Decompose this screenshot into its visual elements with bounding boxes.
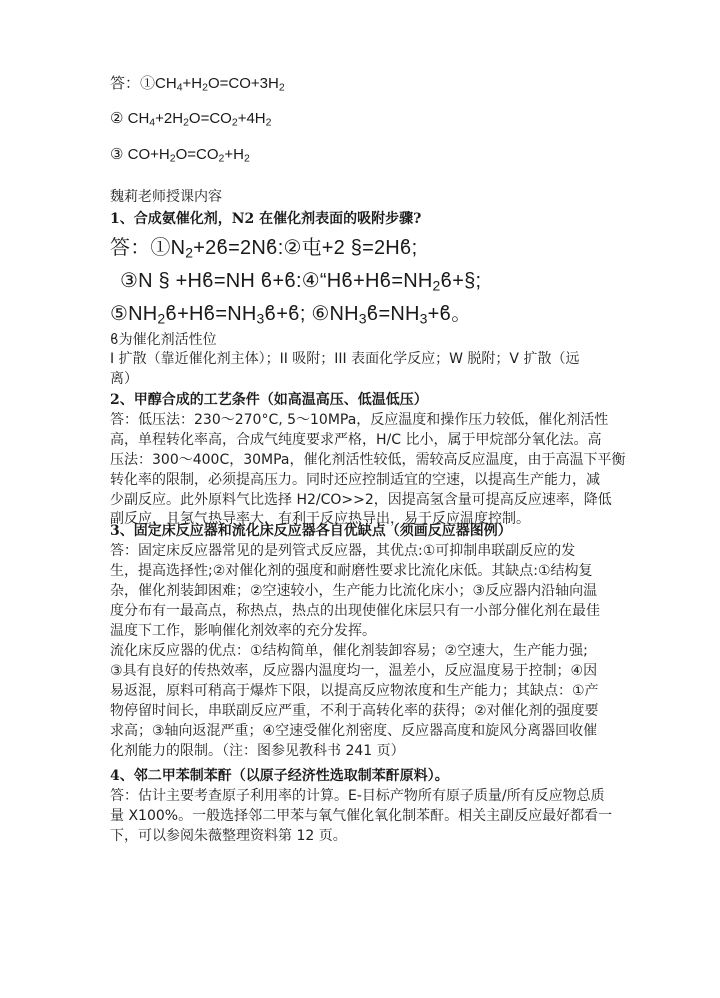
- eq-text: +4H: [237, 110, 266, 127]
- q2-answer-line: 副反应，且氢气热导率大，有利于反应热导出，易于反应温度控制。: [110, 511, 530, 527]
- question-1-heading: 1、合成氨催化剂，N2 在催化剂表面的吸附步骤?: [110, 211, 422, 227]
- eq-subscript: 2: [218, 152, 225, 165]
- question-2-heading: 2、甲醇合成的工艺条件（如高温高压、低温低压）: [110, 392, 428, 408]
- q2-answer-line: 转化率的限制，必须提高压力。同时还应控制适宜的空速，以提高生产能力，减: [110, 472, 600, 488]
- q3-answer-line: 流化床反应器的优点：①结构简单，催化剂装卸容易；②空速大，生产能力强;: [110, 643, 588, 659]
- q2-answer-line: 压法：300〜400C，30MPa，催化剂活性较低，需较高反应温度，由于高温下平衡: [110, 452, 626, 468]
- eq-text: +2H: [155, 110, 184, 127]
- q3-answer-line: 求高；③轴向返混严重；④空速受催化剂密度、反应器高度和旋风分离器回收催: [110, 723, 598, 739]
- eq-subscript: 3: [358, 310, 367, 327]
- eq-subscript: 4: [149, 116, 156, 129]
- eq-mark: ③: [110, 146, 124, 163]
- eq-text: CH: [155, 75, 177, 92]
- q3-answer-line: ③具有良好的传热效率，反应器内温度均一，温差小，反应温度易于控制；④因: [110, 663, 598, 679]
- equation-1: [110, 75, 285, 94]
- q2-answer-line: 高，单程转化率高，合成气纯度要求严格，H/C 比小，属于甲烷部分氧化法。高: [110, 432, 602, 448]
- q1-equation-line-3: [110, 303, 472, 327]
- eq-subscript: 2: [265, 116, 272, 129]
- q4-answer-line: 量 X100%。一般选择邻二甲苯与氧气催化氧化制苯酐。相关主副反应最好都看一: [110, 808, 613, 824]
- q3-answer-line: 温度下工作，影响催化剂效率的充分发挥。: [110, 623, 376, 639]
- eq-subscript: 2: [231, 116, 238, 129]
- eq-text: CO+H: [123, 146, 170, 163]
- eq-text: O=CO+3H: [207, 75, 279, 92]
- q1-equation-line-1: [110, 237, 418, 261]
- eq-subscript: 2: [243, 152, 250, 165]
- eq-text: +2ϐ=2Nϐ:②屯+2 §=2Hϐ;: [193, 237, 418, 259]
- eq-subscript: 2: [169, 152, 176, 165]
- q1-equation-line-2: [120, 270, 482, 294]
- eq-text: ③N § +Hϐ=NH ϐ+ϐ:④“Hϐ+Hϐ=NH: [120, 270, 433, 292]
- q3-answer-line: 生，提高选择性;②对催化剂的强度和耐磨性要求比流化床低。其缺点:①结构复: [110, 563, 593, 579]
- active-site-note: ϐ为催化剂活性位: [110, 332, 217, 348]
- eq-mark: ①: [140, 75, 156, 92]
- eq-text: O=CO: [175, 146, 219, 163]
- eq-text: ⑤NH: [110, 303, 158, 325]
- answer-prefix: 答：: [110, 75, 141, 92]
- q3-answer-line: 化剂能力的限制。（注：图参见教科书 241 页）: [110, 743, 405, 759]
- eq-text: ϐ+Hϐ=NH: [165, 303, 257, 325]
- eq-text: ϐ=NH: [366, 303, 420, 325]
- eq-text: ϐ+ϐ; ⑥NH: [264, 303, 359, 325]
- equation-3: [110, 146, 250, 165]
- q3-answer-line: 答：固定床反应器常见的是列管式反应器，其优点:①可抑制串联副反应的发: [110, 543, 576, 559]
- eq-subscript: 4: [176, 81, 183, 94]
- eq-subscript: 2: [185, 244, 194, 261]
- q3-answer-line: 易返混，原料可稍高于爆炸下限，以提高反应物浓度和生产能力；其缺点：①产: [110, 683, 599, 699]
- eq-mark: ②: [110, 110, 124, 127]
- equation-2: [110, 110, 272, 129]
- eq-subscript: 2: [183, 116, 189, 129]
- eq-text: ϐ+§;: [440, 270, 482, 292]
- q4-answer-line: 答：估计主要考查原子利用率的计算。E-目标产物所有原子质量/所有反应物总质: [110, 788, 605, 804]
- eq-text: O=CO: [188, 110, 232, 127]
- eq-subscript: 2: [432, 277, 441, 294]
- eq-subscript: 2: [202, 81, 208, 94]
- adsorption-steps-line: I 扩散（靠近催化剂主体）；II 吸附；III 表面化学反应；W 脱附；V 扩散（远: [110, 351, 580, 367]
- q3-answer-line: 度分布有一最高点，称热点，热点的出现使催化床层只有一小部分催化剂在最佳: [110, 603, 600, 619]
- eq-text: +ϐ。: [427, 303, 472, 325]
- teacher-label: 魏莉老师授课内容: [110, 189, 222, 205]
- eq-subscript: 2: [278, 81, 285, 94]
- eq-text: CH: [123, 110, 150, 127]
- question-4-heading: 4、邻二甲苯制苯酐（以原子经济性选取制苯酐原料）。: [110, 768, 449, 784]
- q2-answer-line: 答：低压法：230〜270°C, 5〜10MPa，反应温度和操作压力较低，催化剂活性: [110, 412, 609, 428]
- q2-answer-line: 少副反应。此外原料气比选择 H2/CO>>2，因提高氢含量可提高反应速率，降低: [110, 492, 612, 508]
- eq-subscript: 3: [256, 310, 265, 327]
- eq-text: +H: [182, 75, 203, 92]
- q3-answer-line: 物停留时间长，串联副反应严重，不利于高转化率的获得；②对催化剂的强度要: [110, 703, 599, 719]
- eq-subscript: 3: [419, 310, 428, 327]
- adsorption-steps-line: 离）: [110, 371, 138, 387]
- q4-answer-line: 下，可以参阅朱薇整理资料第 12 页。: [110, 828, 347, 844]
- eq-text: +H: [224, 146, 244, 163]
- q3-answer-line: 杂，催化剂装卸困难；②空速较小，生产能力比流化床小；③反应器内沿轴向温: [110, 583, 598, 599]
- eq-text: 答：①N: [110, 237, 186, 259]
- eq-subscript: 2: [157, 310, 166, 327]
- question-3-heading: 3、固定床反应器和流化床反应器各自优缺点（须画反应器图例）: [110, 523, 512, 539]
